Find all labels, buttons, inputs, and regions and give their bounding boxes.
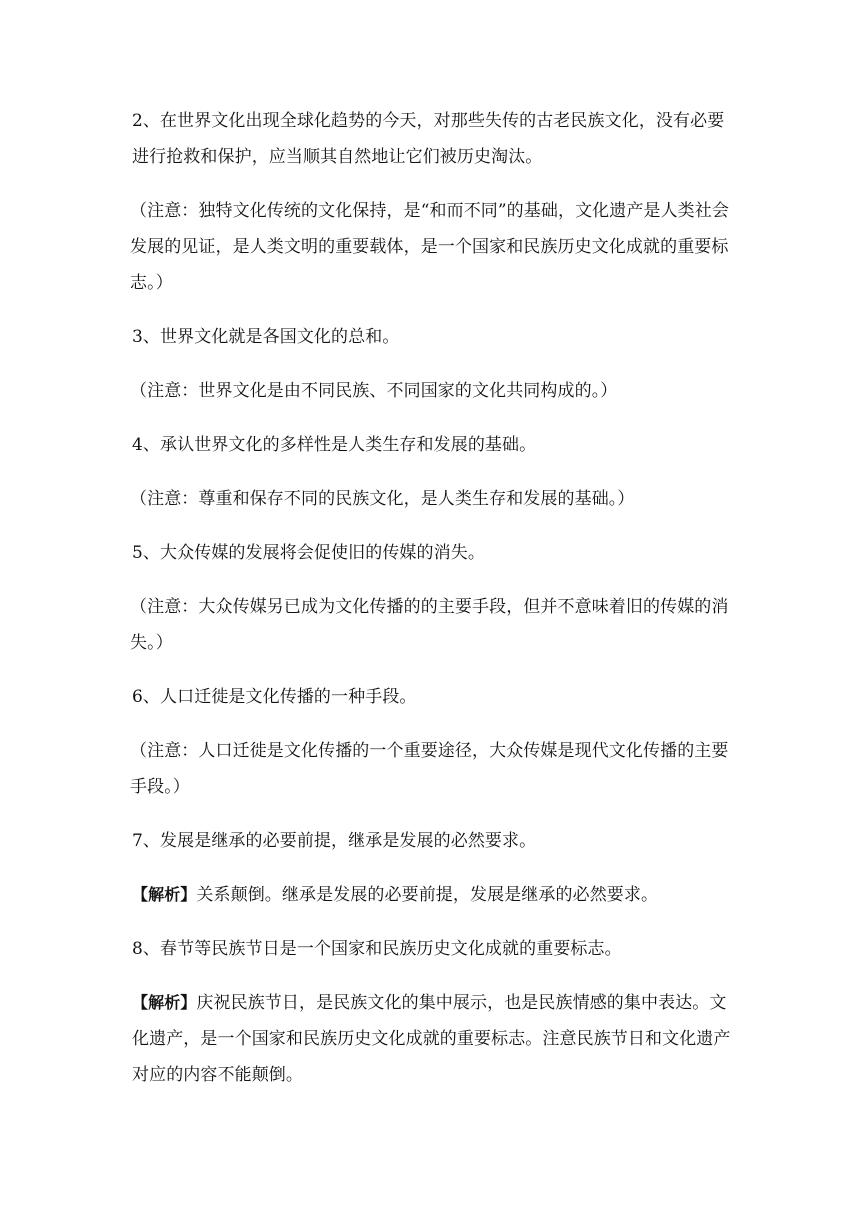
document-body <box>132 103 732 1111</box>
statement-8: 8、春节等民族节日是一个国家和民族历史文化成就的重要标志。 <box>132 939 622 959</box>
note-2: （注意：独特文化传统的文化保持，是“和而不同”的基础，文化遗产是人类社会发展的见证，是人类文明的重要载体，是一个国家和民族历史文化成就的重要标志。） <box>130 201 729 293</box>
statement-2: 2、在世界文化出现全球化趋势的今天，对那些失传的古老民族文化，没有必要进行抢救和保护，应当顺其自然地让它们被历史淘汰。 <box>132 111 725 167</box>
analysis-7 <box>132 877 732 913</box>
note-4: （注意：尊重和保存不同的民族文化，是人类生存和发展的基础。） <box>130 489 635 509</box>
analysis-tag: 【解析】 <box>132 885 197 904</box>
analysis-text: 关系颠倒。继承是发展的必要前提，发展是继承的必然要求。 <box>196 885 659 905</box>
statement-5: 5、大众传媒的发展将会促使旧的传媒的消失。 <box>132 543 485 563</box>
statement-7: 7、发展是继承的必要前提，继承是发展的必然要求。 <box>132 831 537 851</box>
note-3: （注意：世界文化是由不同民族、不同国家的文化共同构成的。） <box>130 381 618 401</box>
statement-4: 4、承认世界文化的多样性是人类生存和发展的基础。 <box>132 435 537 455</box>
analysis-tag: 【解析】 <box>132 993 197 1012</box>
analysis-8 <box>132 985 732 1093</box>
note-6: （注意：人口迁徙是文化传播的一个重要途径，大众传媒是现代文化传播的主要手段。） <box>130 741 729 797</box>
statement-6: 6、人口迁徙是文化传播的一种手段。 <box>132 687 417 707</box>
note-5: （注意：大众传媒另已成为文化传播的的主要手段，但并不意味着旧的传媒的消失。） <box>130 597 729 653</box>
analysis-text: 庆祝民族节日，是民族文化的集中展示，也是民族情感的集中表达。文化遗产，是一个国家和民族历史文化成就的重要标志。注意民族节日和文化遗产对应的内容不能颠倒。 <box>132 993 731 1085</box>
statement-3: 3、世界文化就是各国文化的总和。 <box>132 327 400 347</box>
